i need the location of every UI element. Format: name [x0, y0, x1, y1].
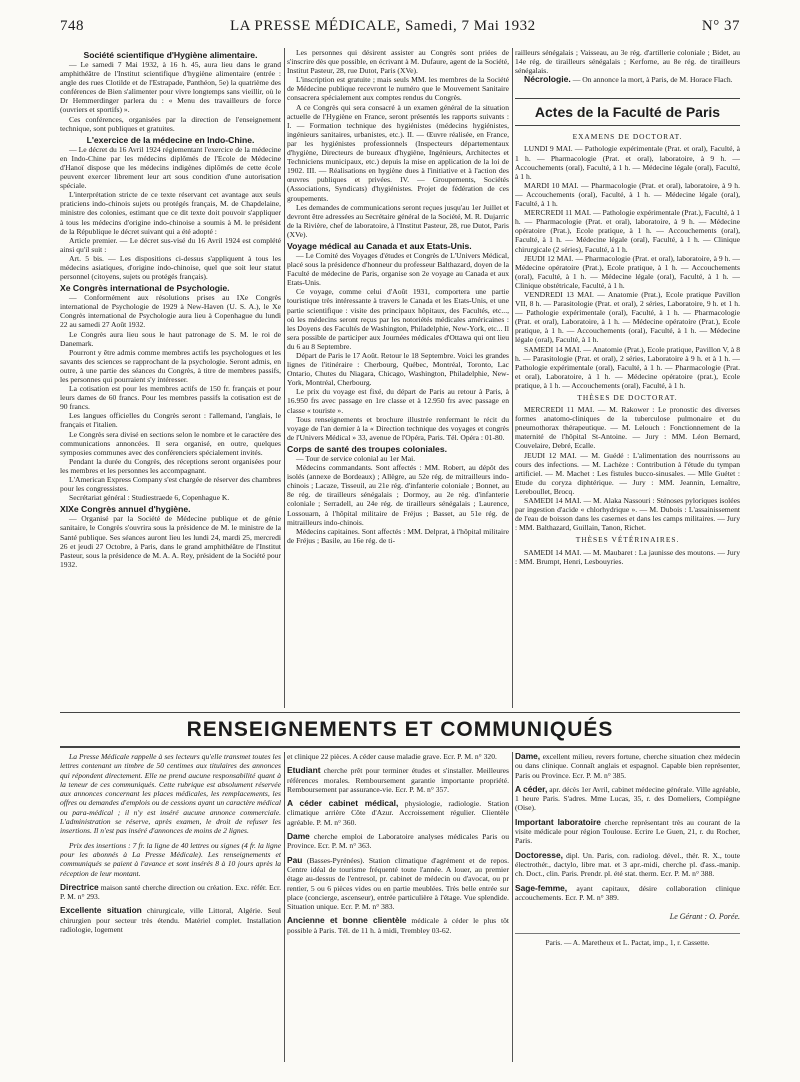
column-2: [287, 48, 509, 708]
paragraph: MERCREDI 11 MAI. — Pathologie expérimentale (Prat.), Faculté, à 1 h. — Pharmacologie (Prat. et oral), laboratoire, à 9 h. — Médecine opératoire (Prat.), Ecole pratique, à 1 h. — Accouchements (oral), Faculté, à 1 h. — Médecine légale (oral), Faculté, à 1 h. — Clinique chirurgicale (2 séries), Faculté, à 1 h.: [515, 208, 740, 254]
paragraph: L'inscription est gratuite ; mais seuls MM. les membres de la Société de Médecine publique recevront le numéro que le Mouvement Sanitaire consacrera spécialement aux comptes rendus du Congrès.: [287, 75, 509, 103]
banner-rule: [60, 746, 740, 748]
paragraph: — Le décret du 16 Avril 1924 réglementant l'exercice de la médecine en Indo-Chine par les médecins diplômés de l'Ecole de Médecine d'Hanoï dispose que les médecins indigènes diplômés de cette école peuvent exercer librement leur art sous condition d'une autorisation spéciale.: [60, 144, 281, 191]
paragraph: JEUDI 12 MAI. — M. Guédé : L'alimentation des nourrissons au cours des infections. — M. Lachèze : Contribution à l'étude du tympan artificiel. — M. Machet : Les fistules bucco-sinusales. — Mlle Guétet : Etude du coryza diphtérique. — Jury : MM. Jeannin, Lemaître, Lereboullet, Brocq.: [515, 450, 740, 496]
column-3: [515, 48, 740, 708]
paragraph: Tous renseignements et brochure illustrée renfermant le récit du voyage de l'an dernier à la « Direction technique des voyages et congrès de l'Univers Médical » 33, avenue de l'Opéra, Paris. Tél. Opéra : 01-80.: [287, 414, 509, 442]
paragraph: Les personnes qui désirent assister au Congrès sont priées de s'inscrire dès que possible, en écrivant à M. Dufaure, agent de la Société, Institut Pasteur, 28, rue Dutot, Paris (XVe).: [287, 48, 509, 76]
section-divider: [60, 712, 740, 713]
section-title: Xe Congrès international de Psychologie.: [60, 283, 230, 294]
classified-ad: A céder cabinet médical, physiologie, radiologie. Station climatique arrière Côte d'Azur. Accroissement régulier. Clientèle agréable. P. M. n° 360.: [287, 798, 509, 827]
paragraph: La cotisation est pour les membres actifs de 150 fr. français et pour leurs dames de 60 francs. Pour les membres passifs la cotisation est de 90 francs.: [60, 384, 281, 412]
paragraph: Départ de Paris le 17 Août. Retour le 18 Septembre. Voici les grandes lignes de l'itinéraire : Cherbourg, Québec, Montréal, Toronto, Lac Ontario, Chutes du Niagara, Chicago, Washington, Philadelphie, New-York, Montréal, Cherbourg.: [287, 351, 509, 388]
paragraph: A ce Congrès qui sera consacré à un examen général de la situation actuelle de l'Hygiène en France, seront présentés les rapports suivants : I. — Formation technique des hygiénistes (médecins hygiénistes, ingénieurs sanitaires, urbanistes, etc.). II. — Œuvre réalisée, en France, par les hygiénistes professionnels (Inspecteurs départementaux d'hygiène, Directeurs de bureaux d'hygiène, Ingénieurs, Architectes et Techniciens municipaux, etc.) depuis la mise en application de la loi de 1902. III. — Réalisations en hygiène dues à l'initiative et à l'action des œuvres publiques et privées. IV. — Groupements, Sociétés (Associations, Syndicats) d'hygiénistes. Projet de fédération de ces groupements.: [287, 102, 509, 203]
classified-column-2: [287, 752, 509, 1062]
column-divider: [512, 48, 513, 708]
section-title: XIXe Congrès annuel d'hygiène.: [60, 504, 191, 515]
column-1: [60, 48, 281, 708]
section-title: Voyage médical au Canada et aux Etats-Unis.: [287, 240, 472, 251]
section-title: Corps de santé des troupes coloniales.: [287, 443, 447, 454]
paragraph: Médecins commandants. Sont affectés : MM. Robert, au dépôt des isolés (annexe de Bordeaux) ; Allègre, au 52e rég. de mitrailleurs indo-chinois ; Lacaze, Tisseuil, au 21e rég. d'infanterie coloniale ; Bonnet, au 8e rég. de tirailleurs sénégalais ; Dormoy, au 2e rég. d'infanterie coloniale ; Serradell, au 24e rég. de tirailleurs sénégalais ; Laurence, Lossouarn, à l'hôpital militaire de Fréjus ; Basset, au 51e rég. de mitrailleurs indo-chinois.: [287, 463, 509, 527]
printer-line: Paris. — A. Maretheux et L. Pactat, imp., 1, r. Cassette.: [515, 933, 740, 947]
section-title: Nécrologie.: [524, 74, 571, 85]
paragraph: L'American Express Company s'est chargée de réserver des chambres pour les congressistes.: [60, 475, 281, 494]
paragraph: — On annonce la mort, à Paris, de M. Horace Flach.: [572, 75, 733, 85]
paragraph: — Tour de service colonial au 1er Mai.: [296, 453, 416, 463]
classified-ad: Excellente situation chirurgicale, ville Littoral, Algérie. Seul chirurgien pour secteur très étendu. Matériel complet. Installation radiologie, logement: [60, 905, 281, 935]
paragraph: MERCREDI 11 MAI. — M. Rakower : Le pronostic des diverses formes anatomo-cliniques de la tuberculose pulmonaire et du pneumothorax thérapeutique. — M. Lelouch : Fonctionnement de la maternité de l'hôpital St-Antoine. — Jury : MM. Léon Bernard, Couvelaire, Debré, Ecalle.: [515, 405, 740, 451]
page-number: 748: [60, 18, 84, 34]
renseignements-banner: RENSEIGNEMENTS ET COMMUNIQUÉS: [186, 718, 614, 741]
classified-column-3: [515, 752, 740, 1062]
paragraph: — Conformément aux résolutions prises au IXe Congrès international de Psychologie de 1929 à New-Haven (U. S. A.), le Xe Congrès international de Psychologie aura lieu à Copenhague du lundi 22 au samedi 27 Août 1932.: [60, 293, 281, 330]
paragraph: Ces conférences, organisées par la direction de l'enseignement technique, sont publiques et gratuites.: [60, 114, 281, 133]
paragraph: LUNDI 9 MAI. — Pathologie expérimentale (Prat. et oral), Faculté, à 1 h. — Pharmacologie (Prat. et oral), laboratoire, à 9 h. — Accouchements (oral), Faculté, à 1 h. — Médecine légale (oral), Faculté, à 1 h.: [515, 144, 740, 181]
notice-prices: Prix des insertions : 7 fr. la ligne de 40 lettres ou signes (4 fr. la ligne pour les abonnés à La Presse Médicale). Les renseignements et communiqués se paient à l'avance et sont insérés 8 à 10 jours après la réception de leur montant.: [60, 840, 281, 878]
subsection-title: THÈSES VÉTÉRINAIRES.: [575, 535, 680, 545]
paragraph: Article premier. — Le décret sus-visé du 16 Avril 1924 est complété ainsi qu'il suit :: [60, 235, 281, 254]
news-section: [60, 48, 740, 708]
faculty-title: Actes de la Faculté de Paris: [534, 104, 721, 121]
paragraph: railleurs sénégalais ; Vaisseau, au 3e rég. d'artillerie coloniale ; Bidet, au 14e rég. de tirailleurs sénégalais ; Kerforne, au 8e rég. de tirailleurs sénégalais.: [515, 48, 740, 76]
classified-ad-continued: et clinique 22 pièces. A céder cause maladie grave. Ecr. P. M. n° 320.: [287, 752, 497, 761]
classified-ad: Dame cherche emploi de Laboratoire analyses médicales Paris ou Province. Ecr. P. M. n° 363.: [287, 831, 509, 851]
paragraph: — Le samedi 7 Mai 1932, à 16 h. 45, aura lieu dans le grand amphithéâtre de l'Institut scientifique d'hygiène alimentaire (entrée : angle des rues Clotilde et de l'Estrapade, Panthéon, 5e) la quatrième des conférences de Bien s'alimenter pour vivre longtemps sans vieillir, où le Dr Hemmerdinger parlera du : « Menu des travailleurs de force (ouvriers et sportifs) ».: [60, 60, 281, 115]
page-header: [60, 18, 740, 40]
classified-ad: Pau (Basses-Pyrénées). Station climatique d'agrément et de repos. Centre idéal de tourisme fréquenté toute l'année. A louer, au premier étage au-dessus de l'entresol, pr. cabinet de médecin ou d'avocat, ou pr rentier, 5 ou 6 pièces vides ou en partie meublées. Très belle entrée sur place (concierge, ascenseur), entrée particulière à l'étage. Vue splendide. Situation unique. Ecr. P. M. n° 383.: [287, 854, 509, 912]
classified-ad: Directrice maison santé cherche direction ou création. Exc. référ. Ecr. P. M. n° 293.: [60, 881, 281, 902]
paragraph: Art. 5 bis. — Les dispositions ci-dessus s'appliquent à tous les médecins asiatiques, d'origine indo-chinoise, quel que soit leur statut personnel (citoyens, sujets ou protégés français).: [60, 253, 281, 282]
paragraph: — Le Comité des Voyages d'études et Congrès de L'Univers Médical, placé sous la présidence d'honneur du professeur Balthazard, doyen de la Faculté de médecine de Paris, organise son 2e voyage au Canada et aux Etats-Unis.: [287, 250, 509, 288]
column-divider: [284, 752, 285, 1062]
paragraph: — Organisé par la Société de Médecine publique et de génie sanitaire, le Congrès s'ouvrira sous la présidence de M. le ministre de la Santé publique. Ses séances auront lieu les lundi 24, mardi 25, mercredi 26 et jeudi 27 Octobre, à Paris, dans le grand amphithéâtre de l'Institut Pasteur, sous la présidence de M. A. A. Rey, président de la Société pour 1932.: [60, 514, 281, 569]
paragraph: SAMEDI 14 MAI. — Anatomie (Prat.), Ecole pratique, Pavillon V, à 8 h. — Parasitologie (Prat. et oral), 2 séries, Laboratoire à 9 h. et à 1 h. — Pathologie expérimentale (oral), Faculté, à 1 h. — Pharmacologie (Prat. et oral), Laboratoire, à 1 h. — Médecine opératoire (prat.), Ecole pratique, à 1 h. — Accouchements (oral), Faculté, à 1 h.: [515, 344, 740, 390]
paragraph: VENDREDI 13 MAI. — Anatomie (Prat.), Ecole pratique Pavillon VII, 8 h. — Parasitologie (Prat. et oral), 2 séries, Laboratoire, 9 h. et 1 h. — Pathologie expérimentale (oral), Faculté, à 1 h. — Pharmacologie (Prat. et oral), Laboratoire, à 1 h. — Médecine opératoire (Prat.), Ecole pratique, à 1 h. — Accouchements (oral), Faculté, à 1 h. — Médecine légale (oral), Faculté, à 1 h.: [515, 289, 740, 345]
journal-title: LA PRESSE MÉDICALE, Samedi, 7 Mai 1932: [230, 18, 536, 34]
paragraph: Pourront y être admis comme membres actifs les psychologues et les savants des sciences se rapprochant de la psychologie. Seront admis, en outre, à une partie des séances du Congrès, à titre de membres passifs, les personnes qui pourraient s'y intéresser.: [60, 347, 281, 384]
section-title: Société scientifique d'Hygiène alimentaire.: [83, 50, 258, 60]
classified-ad: Ancienne et bonne clientèle médicale à céder le plus tôt possible à Paris. Tél. de 11 h. à midi, Trembley 03-62.: [287, 915, 509, 935]
paragraph: L'interprétation stricte de ce texte réservant cet avantage aux seuls praticiens indo-chinois sujets ou protégés français, M. de Chapdelaine, ministre des colonies, estimant que ce dit texte doit pouvoir s'appliquer à tous les médecins d'origine indo-chinoise a soumis à M. le président de la République le décret suivant qui a été adopté :: [60, 190, 281, 236]
classified-section: [60, 752, 740, 1062]
paragraph: Pendant la durée du Congrès, des réceptions seront organisées pour les membres et les personnes les accompagnant.: [60, 456, 281, 475]
gerant-signature: Le Gérant : O. Porée.: [669, 912, 740, 922]
paragraph: Secrétariat général : Studiestraede 6, Copenhague K.: [69, 493, 230, 503]
paragraph: MARDI 10 MAI. — Pharmacologie (Prat. et oral), laboratoire, à 9 h. — Accouchements (oral), Faculté, à 1 h. — Médecine légale (oral), Faculté, à 1 h.: [515, 180, 740, 209]
faculty-box: [515, 98, 740, 126]
issue-number: N° 37: [701, 18, 740, 34]
paragraph: Ce voyage, comme celui d'Août 1931, comportera une partie touristique très intéressante à travers le Canada et les Etats-Unis, et une partie scientifique : visite des principaux hôpitaux, des Facultés, etc..., où les médecins seront reçus par les notoriétés médicales américaines : les Doyens des Facultés de Washington, Philadelphie, New-York, etc... Il sera possible de participer aux Journées médicales d'Ottawa qui ont lieu du 6 au 8 Septembre.: [287, 287, 509, 351]
classified-ad: Sage-femme, ayant capitaux, désire collaboration clinique accouchements. Ecr. P. M. n° 389.: [515, 882, 740, 902]
paragraph: SAMEDI 14 MAI. — M. Maubaret : La jaunisse des moutons. — Jury : MM. Brumpt, Henri, Lesbouyries.: [515, 547, 740, 566]
classified-ad: Doctoresse, dipl. Un. Paris, con. radiolog. dével., thér. R. X., toute électrothér., dactylo, libre mat. et 3 apr.-midi, cherche pl. d'ass.-manip. ch. Doct., clin. Paris. Prendr. pl. été stat. therm. Ecr. P. M. n° 388.: [515, 849, 740, 879]
paragraph: Le Congrès aura lieu sous le haut patronage de S. M. le roi de Danemark.: [60, 329, 281, 348]
section-title: L'exercice de la médecine en Indo-Chine.: [86, 134, 255, 145]
paragraph: Le prix du voyage est fixé, du départ de Paris au retour à Paris, à 16.950 frs avec passage en 1re classe et à 12.950 frs avec passage en classe « touriste ».: [287, 387, 509, 415]
paragraph: Médecins capitaines. Sont affectés : MM. Delprat, à l'hôpital militaire de Fréjus ; Basile, au 16e rég. de ti-: [287, 526, 509, 545]
paragraph: SAMEDI 14 MAI. — M. Alaka Nassouri : Sténoses pyloriques isolées par ingestion d'acide « chlorhydrique ». — M. Dubois : L'assainissement de l'eau de boisson dans les casernes et dans les camps militaires. — Jury : MM. Balthazard, Guillain, Tanon, Richet.: [515, 496, 740, 533]
classified-column-1: [60, 752, 281, 1062]
paragraph: Les langues officielles du Congrès seront : l'allemand, l'anglais, le français et l'italien.: [60, 411, 281, 430]
subsection-title: EXAMENS DE DOCTORAT.: [572, 132, 683, 142]
paragraph: JEUDI 12 MAI. — Pharmacologie (Prat. et oral), laboratoire, à 9 h. — Médecine opératoire (Prat.), Ecole pratique, à 1 h. — Accouchements (oral), Faculté, à 1 h. — Médecine légale (oral), Faculté, à 1 h. — Clinique obstétricale, Faculté, à 1 h.: [515, 253, 740, 290]
classified-ad: Etudiant cherche prêt pour terminer études et s'installer. Meilleures références morales. Remboursement garantie importante propriété. Remboursement par assurance-vie. Ecr. P. M. n° 357.: [287, 765, 509, 794]
classified-ad: Important laboratoire cherche représentant très au courant de la visite médicale pour région Toulouse. Ecrire Le Guen, 21, r. du Rocher, Paris.: [515, 816, 740, 846]
paragraph: Les demandes de communications seront reçues jusqu'au 1er Juillet et devront être adressées au Secrétaire général de la Société, M. R. Dujarric de la Rivière, chef de laboratoire, à l'Institut Pasteur, 28, rue Dutot, Paris (XVe).: [287, 202, 509, 239]
classified-ad: A céder, apr. décès 1er Avril, cabinet médecine générale. Ville agréable, 1 heure Paris. S'adres. Mme Lucas, 35, r. des Domeliers, Compiègne (Oise).: [515, 783, 740, 813]
subsection-title: THÈSES DE DOCTORAT.: [577, 393, 678, 402]
column-divider: [512, 752, 513, 1062]
notice-intro: La Presse Médicale rappelle à ses lecteurs qu'elle transmet toutes les lettres contenant un timbre de 50 centimes aux titulaires des annonces qui répondent directement. Elle ne prend aucune responsabilité quant à la teneur de ces communiqués. Cette rubrique est absolument réservée aux annonces concernant les places médicales, les remplacements, les offres ou demandes d'emplois ou de cessions ayant un caractère médical ou para-médical ; il n'y est inséré aucune annonce commerciale. L'administration se réserve, après examen, le droit de refuser les insertions. Il n'est pas inséré d'annonces de moins de 2 lignes.: [60, 752, 281, 836]
classified-ad: Dame, excellent milieu, revers fortune, cherche situation chez médecin ou dans clinique. Connaît anglais et espagnol. Capable bien représenter, Paris ou Province. Ecr. P. M. n° 385.: [515, 752, 740, 780]
column-divider: [284, 48, 285, 708]
paragraph: Le Congrès sera divisé en sections selon le nombre et le caractère des communications annoncées. Il sera organisé, en outre, quelques symposies communes avec des conférenciers spécialement invités.: [60, 429, 281, 457]
